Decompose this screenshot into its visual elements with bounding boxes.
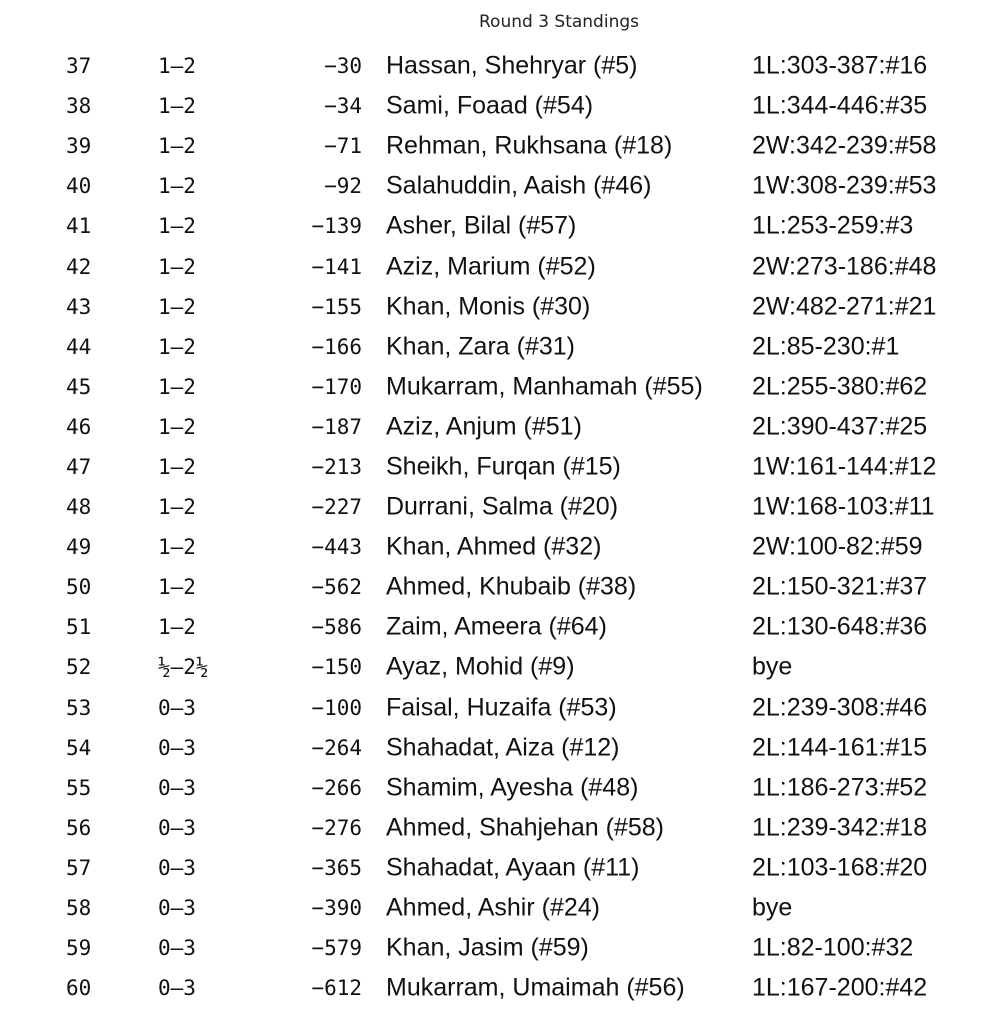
record-cell: 1–2 — [158, 414, 196, 439]
player-name-cell: Khan, Jasim (#59) — [386, 933, 589, 962]
record-cell: 1–2 — [158, 54, 196, 79]
rank-cell: 54 — [66, 735, 92, 760]
spread-cell: −276 — [311, 815, 362, 840]
spread-cell: −100 — [311, 695, 362, 720]
standings-row — [0, 527, 1000, 567]
player-name-cell: Ayaz, Mohid (#9) — [386, 652, 575, 681]
spread-cell: −30 — [324, 54, 362, 79]
last-game-result-cell: 1W:161-144:#12 — [752, 452, 937, 481]
last-game-result-cell: 2L:144-161:#15 — [752, 733, 928, 762]
rank-cell: 42 — [66, 254, 92, 279]
last-game-result-cell: bye — [752, 652, 793, 681]
spread-cell: −170 — [311, 374, 362, 399]
record-cell: 0–3 — [158, 775, 196, 800]
record-cell: 1–2 — [158, 535, 196, 560]
last-game-result-cell: 1W:308-239:#53 — [752, 171, 937, 200]
spread-cell: −187 — [311, 414, 362, 439]
standings-row — [0, 86, 1000, 126]
last-game-result-cell: 2W:273-186:#48 — [752, 252, 937, 281]
last-game-result-cell: 2L:255-380:#62 — [752, 372, 928, 401]
player-name-cell: Salahuddin, Aaish (#46) — [386, 171, 652, 200]
page-title: Round 3 Standings — [479, 12, 639, 32]
last-game-result-cell: 2L:390-437:#25 — [752, 412, 928, 441]
rank-cell: 51 — [66, 615, 92, 640]
standings-row — [0, 126, 1000, 166]
player-name-cell: Ahmed, Ashir (#24) — [386, 893, 600, 922]
player-name-cell: Shahadat, Aiza (#12) — [386, 733, 620, 762]
player-name-cell: Mukarram, Umaimah (#56) — [386, 973, 685, 1002]
record-cell: 0–3 — [158, 896, 196, 921]
record-cell: 0–3 — [158, 936, 196, 961]
standings-row — [0, 728, 1000, 768]
standings-row — [0, 46, 1000, 86]
player-name-cell: Shamim, Ayesha (#48) — [386, 773, 639, 802]
standings-row — [0, 808, 1000, 848]
standings-row — [0, 287, 1000, 327]
standings-row — [0, 768, 1000, 808]
last-game-result-cell: 2L:130-648:#36 — [752, 612, 928, 641]
last-game-result-cell: 1L:303-387:#16 — [752, 51, 928, 80]
rank-cell: 45 — [66, 374, 92, 399]
record-cell: 1–2 — [158, 454, 196, 479]
player-name-cell: Khan, Ahmed (#32) — [386, 532, 602, 561]
player-name-cell: Shahadat, Ayaan (#11) — [386, 853, 640, 882]
standings-row — [0, 327, 1000, 367]
player-name-cell: Mukarram, Manhamah (#55) — [386, 372, 703, 401]
rank-cell: 52 — [66, 655, 92, 680]
standings-row — [0, 166, 1000, 206]
spread-cell: −155 — [311, 294, 362, 319]
spread-cell: −579 — [311, 936, 362, 961]
spread-cell: −34 — [324, 94, 362, 119]
player-name-cell: Ahmed, Shahjehan (#58) — [386, 813, 664, 842]
record-cell: 0–3 — [158, 695, 196, 720]
rank-cell: 39 — [66, 134, 92, 159]
spread-cell: −71 — [324, 134, 362, 159]
rank-cell: 47 — [66, 454, 92, 479]
record-cell: 1–2 — [158, 214, 196, 239]
spread-cell: −92 — [324, 174, 362, 199]
rank-cell: 48 — [66, 495, 92, 520]
rank-cell: 49 — [66, 535, 92, 560]
record-cell: 0–3 — [158, 735, 196, 760]
last-game-result-cell: 2L:239-308:#46 — [752, 693, 928, 722]
rank-cell: 56 — [66, 815, 92, 840]
player-name-cell: Khan, Zara (#31) — [386, 332, 575, 361]
rank-cell: 60 — [66, 976, 92, 1001]
standings-row — [0, 607, 1000, 647]
record-cell: 1–2 — [158, 94, 196, 119]
spread-cell: −264 — [311, 735, 362, 760]
last-game-result-cell: 2W:342-239:#58 — [752, 131, 937, 160]
spread-cell: −213 — [311, 454, 362, 479]
spread-cell: −586 — [311, 615, 362, 640]
rank-cell: 38 — [66, 94, 92, 119]
spread-cell: −365 — [311, 855, 362, 880]
player-name-cell: Ahmed, Khubaib (#38) — [386, 572, 637, 601]
standings-row — [0, 447, 1000, 487]
record-cell: 0–3 — [158, 855, 196, 880]
record-cell: 1–2 — [158, 575, 196, 600]
spread-cell: −266 — [311, 775, 362, 800]
last-game-result-cell: 2L:150-321:#37 — [752, 572, 928, 601]
spread-cell: −562 — [311, 575, 362, 600]
player-name-cell: Khan, Monis (#30) — [386, 292, 591, 321]
player-name-cell: Rehman, Rukhsana (#18) — [386, 131, 673, 160]
player-name-cell: Faisal, Huzaifa (#53) — [386, 693, 617, 722]
player-name-cell: Aziz, Anjum (#51) — [386, 412, 582, 441]
record-cell: ½–2½ — [158, 655, 209, 680]
standings-row — [0, 567, 1000, 607]
last-game-result-cell: 1L:167-200:#42 — [752, 973, 928, 1002]
standings-row — [0, 407, 1000, 447]
player-name-cell: Sami, Foaad (#54) — [386, 91, 594, 120]
record-cell: 1–2 — [158, 254, 196, 279]
player-name-cell: Zaim, Ameera (#64) — [386, 612, 607, 641]
spread-cell: −390 — [311, 896, 362, 921]
spread-cell: −612 — [311, 976, 362, 1001]
player-name-cell: Aziz, Marium (#52) — [386, 252, 596, 281]
standings-row — [0, 968, 1000, 1008]
player-name-cell: Sheikh, Furqan (#15) — [386, 452, 621, 481]
rank-cell: 46 — [66, 414, 92, 439]
last-game-result-cell: 1L:239-342:#18 — [752, 813, 928, 842]
last-game-result-cell: bye — [752, 893, 793, 922]
standings-row — [0, 367, 1000, 407]
last-game-result-cell: 2W:482-271:#21 — [752, 292, 937, 321]
last-game-result-cell: 1L:344-446:#35 — [752, 91, 928, 120]
last-game-result-cell: 1L:186-273:#52 — [752, 773, 928, 802]
rank-cell: 55 — [66, 775, 92, 800]
record-cell: 1–2 — [158, 495, 196, 520]
rank-cell: 59 — [66, 936, 92, 961]
player-name-cell: Durrani, Salma (#20) — [386, 492, 619, 521]
record-cell: 0–3 — [158, 815, 196, 840]
record-cell: 0–3 — [158, 976, 196, 1001]
last-game-result-cell: 2L:103-168:#20 — [752, 853, 928, 882]
record-cell: 1–2 — [158, 174, 196, 199]
standings-row — [0, 688, 1000, 728]
standings-row — [0, 928, 1000, 968]
rank-cell: 58 — [66, 896, 92, 921]
record-cell: 1–2 — [158, 615, 196, 640]
spread-cell: −150 — [311, 655, 362, 680]
rank-cell: 53 — [66, 695, 92, 720]
record-cell: 1–2 — [158, 134, 196, 159]
rank-cell: 40 — [66, 174, 92, 199]
standings-row — [0, 246, 1000, 286]
player-name-cell: Hassan, Shehryar (#5) — [386, 51, 638, 80]
rank-cell: 44 — [66, 334, 92, 359]
record-cell: 1–2 — [158, 294, 196, 319]
standings-row — [0, 647, 1000, 687]
standings-row — [0, 487, 1000, 527]
rank-cell: 41 — [66, 214, 92, 239]
last-game-result-cell: 1L:82-100:#32 — [752, 933, 914, 962]
standings-table — [0, 46, 1000, 1008]
rank-cell: 37 — [66, 54, 92, 79]
spread-cell: −443 — [311, 535, 362, 560]
spread-cell: −227 — [311, 495, 362, 520]
standings-row — [0, 848, 1000, 888]
standings-row — [0, 206, 1000, 246]
record-cell: 1–2 — [158, 374, 196, 399]
rank-cell: 43 — [66, 294, 92, 319]
last-game-result-cell: 1L:253-259:#3 — [752, 211, 914, 240]
last-game-result-cell: 2W:100-82:#59 — [752, 532, 923, 561]
last-game-result-cell: 2L:85-230:#1 — [752, 332, 900, 361]
last-game-result-cell: 1W:168-103:#11 — [752, 492, 935, 521]
spread-cell: −141 — [311, 254, 362, 279]
rank-cell: 50 — [66, 575, 92, 600]
spread-cell: −166 — [311, 334, 362, 359]
standings-row — [0, 888, 1000, 928]
rank-cell: 57 — [66, 855, 92, 880]
spread-cell: −139 — [311, 214, 362, 239]
record-cell: 1–2 — [158, 334, 196, 359]
player-name-cell: Asher, Bilal (#57) — [386, 211, 577, 240]
